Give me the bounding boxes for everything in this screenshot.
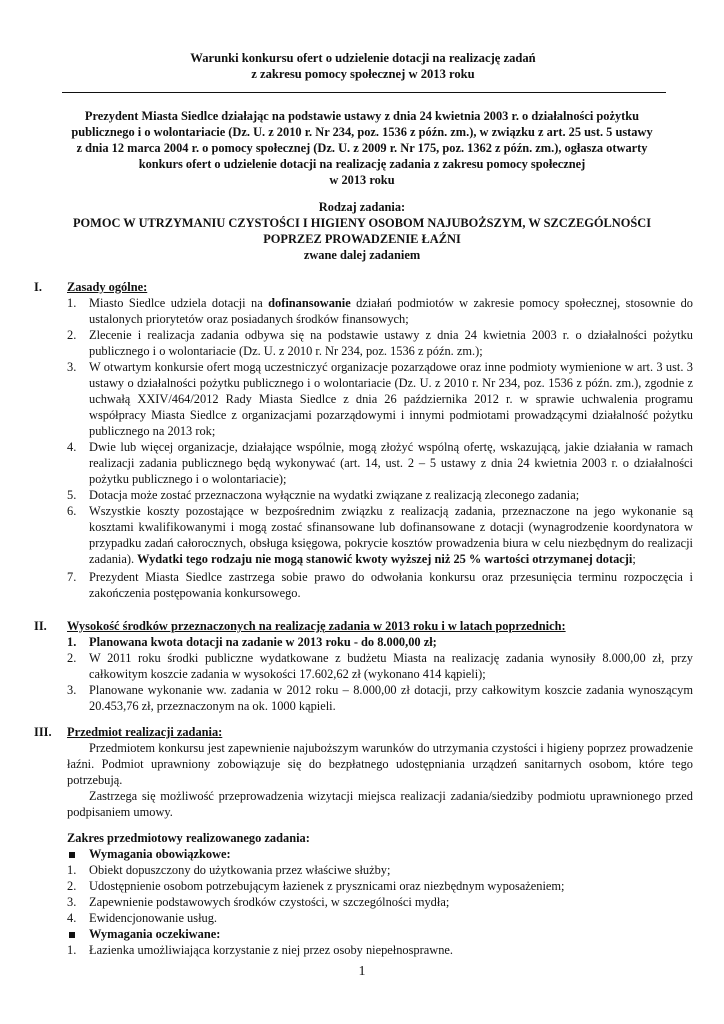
- item-number: 6.: [67, 504, 77, 518]
- scope-heading: Zakres przedmiotowy realizowanego zadania:: [67, 831, 310, 845]
- required-heading: Wymagania obowiązkowe:: [67, 846, 231, 862]
- document-header: [60, 50, 666, 82]
- subject-paragraph: Przedmiotem konkursu jest zapewnienie najuboższym warunków do utrzymania czystości i higieny poprzez prowadzenie łaźni. Podmiot uprawniony zobowiązuje się do bezpłatnego udostępniania urządzeń sanitarnych osobom, które tego potrzebują.: [67, 741, 693, 787]
- list-item: [67, 650, 693, 682]
- list-item: [67, 569, 693, 601]
- section-title: Wysokość środków przeznaczonych na realizację zadania w 2013 roku i w latach poprzednich:: [67, 619, 566, 633]
- list-item: [67, 942, 693, 958]
- item-text: Udostępnienie osobom potrzebującym łazienek z prysznicami oraz niezbędnym wyposażeniem;: [89, 879, 565, 893]
- item-number: 2.: [67, 328, 77, 342]
- item-text: W 2011 roku środki publiczne wydatkowane z budżetu Miasta na realizację zadania wynosiły 8.000,00 zł, przy całkowitym koszcie zadania w wysokości 17.602,62 zł (wykonano 414 kąpieli);: [89, 651, 693, 681]
- square-bullet-icon: [69, 932, 75, 938]
- task-title-line: POMOC W UTRZYMANIU CZYSTOŚCI I HIGIENY OSOBOM NAJUBOŻSZYM, W SZCZEGÓLNOŚCI: [72, 216, 652, 230]
- item-number: 2.: [67, 651, 77, 665]
- section-number: I.: [34, 280, 42, 294]
- list-item: [67, 862, 693, 878]
- intro-line: w 2013 roku: [329, 173, 395, 187]
- task-label: Rodzaj zadania:: [318, 200, 406, 214]
- square-bullet-icon: [69, 852, 75, 858]
- list-item: [67, 682, 693, 714]
- intro-line: Prezydent Miasta Siedlce działając na podstawie ustawy z dnia 24 kwietnia 2003 r. o działalności pożytku: [84, 109, 640, 123]
- item-number: 5.: [67, 488, 77, 502]
- header-line-2: z zakresu pomocy społecznej w 2013 roku: [251, 67, 475, 81]
- item-text: Planowane wykonanie ww. zadania w 2012 roku – 8.000,00 zł dotacji, przy całkowitym koszcie zadania wynoszącym 20.453,76 zł, przeznaczonym na ok. 1000 kąpieli.: [89, 683, 693, 713]
- section-title: Przedmiot realizacji zadania:: [67, 725, 223, 739]
- list-item: [67, 295, 693, 327]
- item-text: Łazienka umożliwiająca korzystanie z niej przez osoby niepełnosprawne.: [89, 943, 453, 957]
- page-number: 1: [358, 964, 366, 979]
- list-item: [67, 503, 693, 567]
- item-text: Planowana kwota dotacji na zadanie w 2013 roku - do 8.000,00 zł;: [89, 635, 437, 649]
- intro-line: konkurs ofert o udzielenie dotacji na realizację zadania z zakresu pomocy społecznej: [138, 157, 586, 171]
- intro-paragraph: [40, 108, 684, 188]
- item-number: 1.: [67, 635, 77, 649]
- item-text: Zlecenie i realizacja zadania odbywa się na podstawie ustawy z dnia 24 kwietnia 2003 r. o działalności pożytku publicznego i o wolontariacie (Dz. U. z 2010 r. Nr 234, poz. 1536 z późn. zm.);: [89, 328, 693, 358]
- list-item: [67, 878, 693, 894]
- item-number: 4.: [67, 440, 77, 454]
- item-text: Dotacja może zostać przeznaczona wyłącznie na wydatki związane z realizacją zleconego zadania;: [89, 488, 580, 502]
- item-text: Zapewnienie podstawowych środków czystości, w szczególności mydła;: [89, 895, 450, 909]
- header-line-1: Warunki konkursu ofert o udzielenie dotacji na realizację zadań: [190, 51, 536, 65]
- item-number: 3.: [67, 895, 77, 909]
- item-text: W otwartym konkursie ofert mogą uczestniczyć organizacje pozarządowe oraz inne podmioty wymienione w art. 3 ust. 3 ustawy o działalności pożytku publicznego i o wolontariacie (Dz. U. z 2010 r. Nr 234, poz. 1536 z późn. zm.), zgodnie z uchwałą XXIV/464/2012 Rady Miasta Siedlce z dnia 26 października 2012 r. w sprawie uchwalenia programu współpracy Miasta Siedlce z organizacjami pozarządowymi i innymi podmiotami prowadzącymi działalność pożytku publicznego na 2013 rok;: [89, 360, 693, 438]
- task-subtitle: zwane dalej zadaniem: [303, 248, 421, 262]
- item-number: 4.: [67, 911, 77, 925]
- item-text: Dwie lub więcej organizacje, działające wspólnie, mogą złożyć wspólną ofertę, wskazującą, jakie działania w ramach realizacji zadania publicznego będą wykonywać (art. 14, ust. 2 – 5 ustawy z dnia 24 kwietnia 2003 r. o działalności pożytku publicznego i o wolontariacie);: [89, 440, 693, 486]
- list-item: [67, 359, 693, 439]
- item-number: 1.: [67, 943, 77, 957]
- section-number: III.: [34, 725, 52, 739]
- list-item: [67, 327, 693, 359]
- header-divider: [62, 92, 666, 93]
- list-item: [67, 634, 693, 650]
- item-number: 2.: [67, 879, 77, 893]
- intro-line: z dnia 12 marca 2004 r. o pomocy społecznej (Dz. U. z 2009 r. Nr 175, poz. 1362 z późn. zm.), ogłasza otwarty: [76, 141, 648, 155]
- task-block: [30, 199, 694, 263]
- item-number: 3.: [67, 683, 77, 697]
- item-number: 3.: [67, 360, 77, 374]
- item-number: 7.: [67, 570, 77, 584]
- section-title: Zasady ogólne:: [67, 280, 148, 294]
- list-item: [67, 894, 693, 910]
- item-text: Obiekt dopuszczony do użytkowania przez właściwe służby;: [89, 863, 391, 877]
- item-text: Miasto Siedlce udziela dotacji na dofinansowanie działań podmiotów w zakresie pomocy społecznej, stosownie do ustalonych priorytetów oraz posiadanych środków finansowych;: [89, 296, 693, 326]
- item-number: 1.: [67, 296, 77, 310]
- list-item: [67, 439, 693, 487]
- item-number: 1.: [67, 863, 77, 877]
- item-text: Prezydent Miasta Siedlce zastrzega sobie prawo do odwołania konkursu oraz przesunięcia terminu rozpoczęcia i zakończenia postępowania konkursowego.: [89, 570, 693, 600]
- task-title-line: POPRZEZ PROWADZENIE ŁAŹNI: [263, 232, 461, 246]
- item-text: Wszystkie koszty pozostające w bezpośrednim związku z realizacją zadania, przeznaczone na jego wykonanie są kosztami kwalifikowanymi i mogą zostać sfinansowane lub dofinansowane z dotacji (wynagrodzenie koordynatora w przypadku zadań całorocznych, obsługa księgowa, pokrycie kosztów prowadzenia biura w celu niezbędnym do realizacji zadania). Wydatki tego rodzaju nie mogą stanowić kwoty wyższej niż 25 % wartości otrzymanej dotacji;: [89, 504, 693, 566]
- list-item: [67, 487, 693, 503]
- item-text: Ewidencjonowanie usług.: [89, 911, 218, 925]
- section-number: II.: [34, 619, 47, 633]
- list-item: [67, 910, 693, 926]
- intro-line: publicznego i o wolontariacie (Dz. U. z 2010 r. Nr 234, poz. 1536 z późn. zm.), w związku z art. 25 ust. 5 ustawy: [71, 125, 653, 139]
- expected-heading: Wymagania oczekiwane:: [67, 926, 220, 942]
- inspection-paragraph: Zastrzega się możliwość przeprowadzenia wizytacji miejsca realizacji zadania/siedziby podmiotu uprawnionego przed podpisaniem umowy.: [67, 789, 693, 819]
